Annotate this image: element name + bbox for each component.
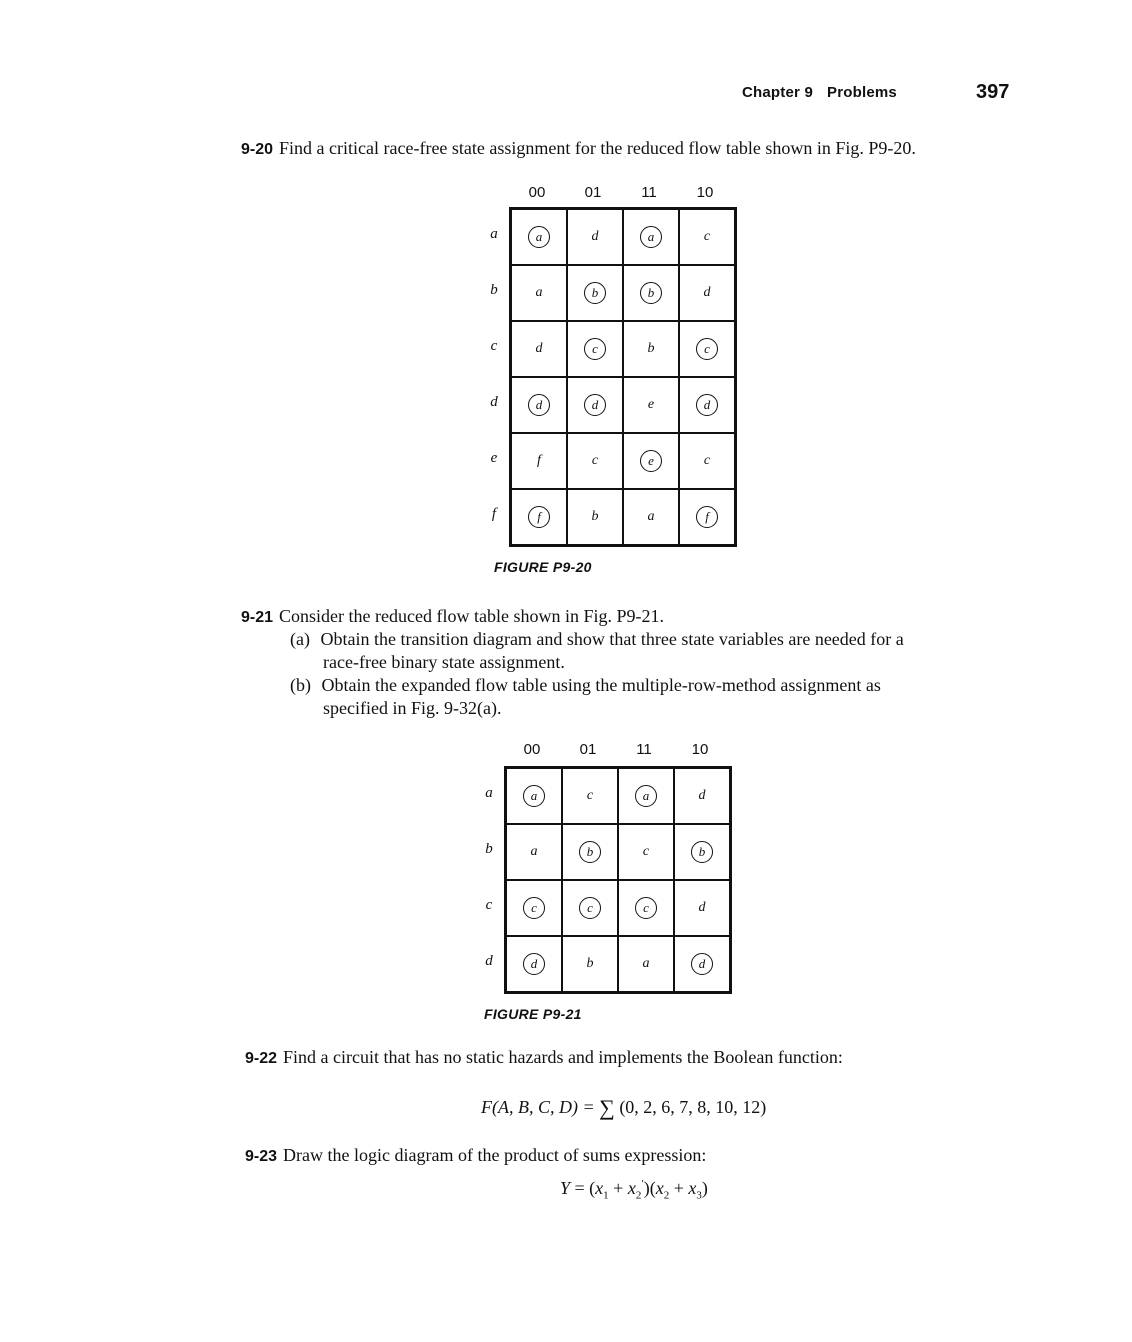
- eq-sub: 1: [603, 1189, 609, 1202]
- table-cell: [623, 209, 679, 265]
- stable-state-circled: d: [691, 953, 713, 975]
- eq-plus: +: [608, 1178, 628, 1198]
- table-cell: [562, 824, 618, 880]
- next-state: e: [647, 397, 655, 412]
- next-state: a: [535, 285, 543, 300]
- table-cell: [674, 880, 730, 936]
- stable-state-circled: a: [640, 226, 662, 248]
- product-of-sums-equation: [560, 1178, 708, 1202]
- table-cell: [623, 265, 679, 321]
- eq-prime: ′: [641, 1178, 644, 1190]
- eq-y: Y: [560, 1178, 571, 1198]
- table-cell: [679, 321, 735, 377]
- next-state: d: [591, 229, 599, 244]
- problem-9-21: [241, 605, 664, 629]
- sigma-symbol: ∑: [599, 1095, 615, 1120]
- table-cell: [679, 209, 735, 265]
- eq-sub: 2: [663, 1189, 670, 1202]
- next-state: c: [591, 453, 599, 468]
- row-label: d: [490, 394, 498, 410]
- table-cell: [562, 880, 618, 936]
- table-cell: [506, 824, 562, 880]
- next-state: c: [703, 229, 711, 244]
- row-label: f: [491, 506, 497, 522]
- stable-state-circled: d: [528, 394, 550, 416]
- problem-text: Draw the logic diagram of the product of sums expression:: [283, 1145, 707, 1165]
- flow-table-grid: [509, 207, 737, 547]
- column-header: 11: [641, 184, 657, 201]
- row-label: b: [490, 282, 498, 298]
- next-state: a: [647, 509, 655, 524]
- table-cell: [618, 936, 674, 992]
- table-cell: [567, 433, 623, 489]
- next-state: b: [586, 956, 594, 971]
- table-cell: [511, 321, 567, 377]
- next-state: c: [586, 788, 594, 803]
- table-cell: [674, 824, 730, 880]
- figure-caption: FIGURE P9-20: [494, 559, 592, 575]
- table-cell: [674, 936, 730, 992]
- next-state: c: [703, 453, 711, 468]
- stable-state-circled: e: [640, 450, 662, 472]
- table-cell: [618, 824, 674, 880]
- next-state: d: [698, 788, 706, 803]
- row-label: e: [490, 450, 498, 466]
- table-cell: [567, 489, 623, 545]
- problem-9-22: [245, 1046, 843, 1070]
- table-cell: [679, 489, 735, 545]
- row-label: c: [485, 897, 493, 913]
- eq-plus: +: [669, 1178, 689, 1198]
- stable-state-circled: b: [691, 841, 713, 863]
- stable-state-circled: a: [523, 785, 545, 807]
- part-a: [290, 628, 904, 651]
- stable-state-circled: d: [696, 394, 718, 416]
- column-header: 00: [523, 741, 541, 758]
- eq-sub: 3: [696, 1189, 702, 1202]
- next-state: c: [642, 844, 650, 859]
- stable-state-circled: c: [579, 897, 601, 919]
- part-text-line: Obtain the expanded flow table using the multiple-row-method assignment as: [321, 675, 881, 695]
- table-cell: [567, 321, 623, 377]
- next-state: b: [591, 509, 599, 524]
- eq-x3: x: [655, 1178, 664, 1198]
- table-cell: [567, 209, 623, 265]
- table-cell: [679, 377, 735, 433]
- eq-end: ): [701, 1178, 708, 1198]
- stable-state-circled: c: [635, 897, 657, 919]
- table-cell: [506, 936, 562, 992]
- figure-caption: FIGURE P9-21: [484, 1006, 582, 1022]
- problem-9-20: [241, 137, 916, 161]
- stable-state-circled: a: [635, 785, 657, 807]
- part-label: (b): [290, 675, 311, 695]
- table-cell: [623, 433, 679, 489]
- minterm-list: (0, 2, 6, 7, 8, 10, 12): [614, 1097, 767, 1117]
- section-label: Problems: [827, 84, 897, 101]
- eq-sub: 2: [635, 1189, 642, 1202]
- stable-state-circled: b: [579, 841, 601, 863]
- problem-number: 9-21: [241, 609, 274, 626]
- stable-state-circled: f: [528, 506, 550, 528]
- eq-x1: x: [595, 1178, 604, 1198]
- eq-x2: x: [627, 1178, 636, 1198]
- next-state: b: [647, 341, 655, 356]
- row-label: d: [485, 953, 493, 969]
- page-number: 397: [976, 81, 1010, 103]
- table-cell: [618, 880, 674, 936]
- next-state: a: [642, 956, 650, 971]
- next-state: d: [703, 285, 711, 300]
- flow-table-grid: [504, 766, 732, 994]
- table-cell: [567, 265, 623, 321]
- problem-number: 9-22: [245, 1050, 278, 1067]
- row-label: b: [485, 841, 493, 857]
- problem-text: Find a circuit that has no static hazards and implements the Boolean function:: [283, 1047, 843, 1067]
- table-cell: [562, 768, 618, 824]
- stable-state-circled: c: [523, 897, 545, 919]
- stable-state-circled: c: [696, 338, 718, 360]
- table-cell: [674, 768, 730, 824]
- stable-state-circled: a: [528, 226, 550, 248]
- table-cell: [562, 936, 618, 992]
- problem-text: Consider the reduced flow table shown in Fig. P9-21.: [279, 606, 664, 626]
- stable-state-circled: b: [640, 282, 662, 304]
- part-b-continued: specified in Fig. 9-32(a).: [323, 698, 502, 718]
- stable-state-circled: b: [584, 282, 606, 304]
- column-header: 11: [636, 741, 652, 758]
- table-cell: [679, 433, 735, 489]
- table-cell: [511, 265, 567, 321]
- table-cell: [623, 377, 679, 433]
- row-label: c: [490, 338, 498, 354]
- eq-mid: )(: [643, 1178, 656, 1198]
- column-header: 00: [528, 184, 546, 201]
- column-header: 01: [579, 741, 597, 758]
- chapter-label: Chapter 9: [742, 84, 813, 101]
- next-state: d: [698, 900, 706, 915]
- table-cell: [511, 433, 567, 489]
- table-cell: [511, 209, 567, 265]
- table-cell: [623, 321, 679, 377]
- row-label: a: [485, 785, 493, 801]
- table-cell: [618, 768, 674, 824]
- problem-9-23: [245, 1144, 706, 1168]
- part-b: [290, 674, 881, 697]
- table-cell: [567, 377, 623, 433]
- part-a-continued: race-free binary state assignment.: [323, 652, 565, 672]
- eq-equals: = (: [570, 1178, 596, 1198]
- stable-state-circled: d: [584, 394, 606, 416]
- problem-text: Find a critical race-free state assignment for the reduced flow table shown in Fig. P9-20.: [279, 138, 916, 158]
- column-header: 10: [696, 184, 714, 201]
- stable-state-circled: d: [523, 953, 545, 975]
- row-label: a: [490, 226, 498, 242]
- table-cell: [679, 265, 735, 321]
- part-label: (a): [290, 629, 310, 649]
- boolean-function-equation: [481, 1093, 766, 1119]
- equation-lhs: F(A, B, C, D) =: [481, 1097, 600, 1117]
- table-cell: [511, 377, 567, 433]
- running-header: [742, 84, 897, 101]
- problem-number: 9-20: [241, 141, 274, 158]
- part-text-line: Obtain the transition diagram and show that three state variables are needed for a: [320, 629, 904, 649]
- stable-state-circled: f: [696, 506, 718, 528]
- problem-number: 9-23: [245, 1148, 278, 1165]
- table-cell: [511, 489, 567, 545]
- eq-x4: x: [688, 1178, 697, 1198]
- table-cell: [623, 489, 679, 545]
- table-cell: [506, 880, 562, 936]
- table-cell: [506, 768, 562, 824]
- next-state: f: [537, 453, 541, 468]
- column-header: 10: [691, 741, 709, 758]
- next-state: a: [530, 844, 538, 859]
- column-header: 01: [584, 184, 602, 201]
- stable-state-circled: c: [584, 338, 606, 360]
- next-state: d: [535, 341, 543, 356]
